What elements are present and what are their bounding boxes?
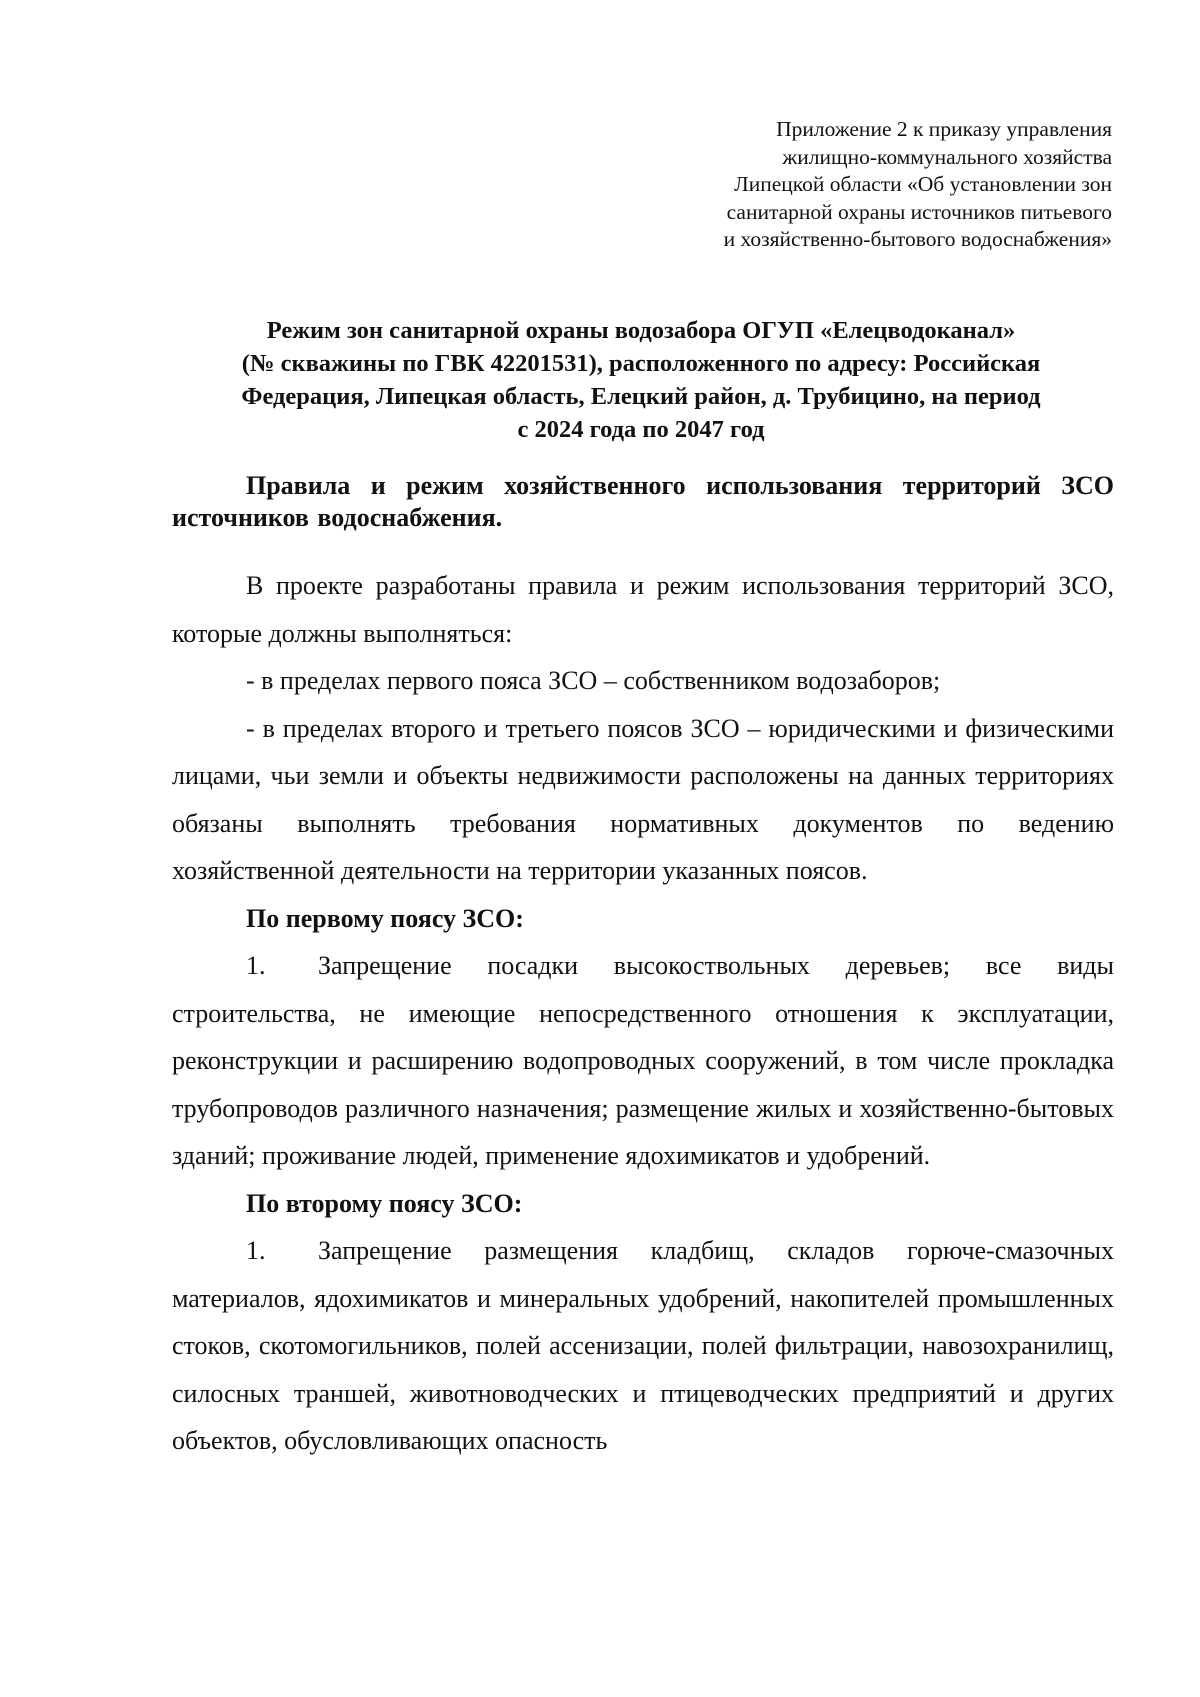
zone-2-item [172,1227,1114,1465]
title-line: (№ скважины по ГВК 42201531), расположенного по адресу: Российская [241,350,1041,377]
zone-1-item-number: 1. [246,951,266,980]
bullet-second-third-zones: - в пределах второго и третьего поясов ЗСО – юридическими и физическими лицами, чьи земли и объекты недвижимости расположены на данных территориях обязаны выполнять требования нормативных документов по ведению хозяйственной деятельности на территории указанных поясов. [172,713,1114,885]
title-line: с 2024 года по 2047 год [517,416,765,443]
appendix-line: жилищно-коммунального хозяйства [782,144,1112,169]
appendix-line: санитарной охраны источников питьевого [726,199,1112,224]
bullet-first-zone: - в пределах первого пояса ЗСО – собственником водозаборов; [246,666,941,695]
zone-2-item-text: Запрещение размещения кладбищ, складов горюче-смазочных материалов, ядохимикатов и минеральных удобрений, накопителей промышленных стоков, скотомогильников, полей ассенизации, полей фильтрации, навозохранилищ, силосных траншей, животноводческих и птицеводческих предприятий и других объектов, обусловливающих опасность [172,1236,1114,1455]
appendix-note [632,116,1112,254]
zone-2-item-number: 1. [246,1236,266,1265]
appendix-line: Приложение 2 к приказу управления [776,117,1112,141]
title-line: Федерация, Липецкая область, Елецкий район, д. Трубицино, на период [241,383,1041,410]
zone-1-heading: По первому поясу ЗСО: [246,903,524,933]
zone-1-item [172,942,1114,1180]
zone-1-item-text: Запрещение посадки высокоствольных деревьев; все виды строительства, не имеющие непосредственного отношения к эксплуатации, реконструкции и расширению водопроводных сооружений, в том числе прокладка трубопроводов различного назначения; размещение жилых и хозяйственно-бытовых зданий; проживание людей, применение ядохимикатов и удобрений. [172,951,1114,1170]
zone-2-heading: По второму поясу ЗСО: [246,1188,523,1218]
document-body [172,470,1114,1465]
appendix-line: Липецкой области «Об установлении зон [734,172,1112,196]
title-line: Режим зон санитарной охраны водозабора ОГУП «Елецводоканал» [266,317,1016,344]
section-heading: Правила и режим хозяйственного использования территорий ЗСО источников водоснабжения. [172,471,1114,532]
document-title [168,314,1114,446]
appendix-line: и хозяйственно-бытового водоснабжения» [723,227,1112,251]
intro-paragraph: В проекте разработаны правила и режим использования территорий ЗСО, которые должны выполняться: [172,571,1114,648]
